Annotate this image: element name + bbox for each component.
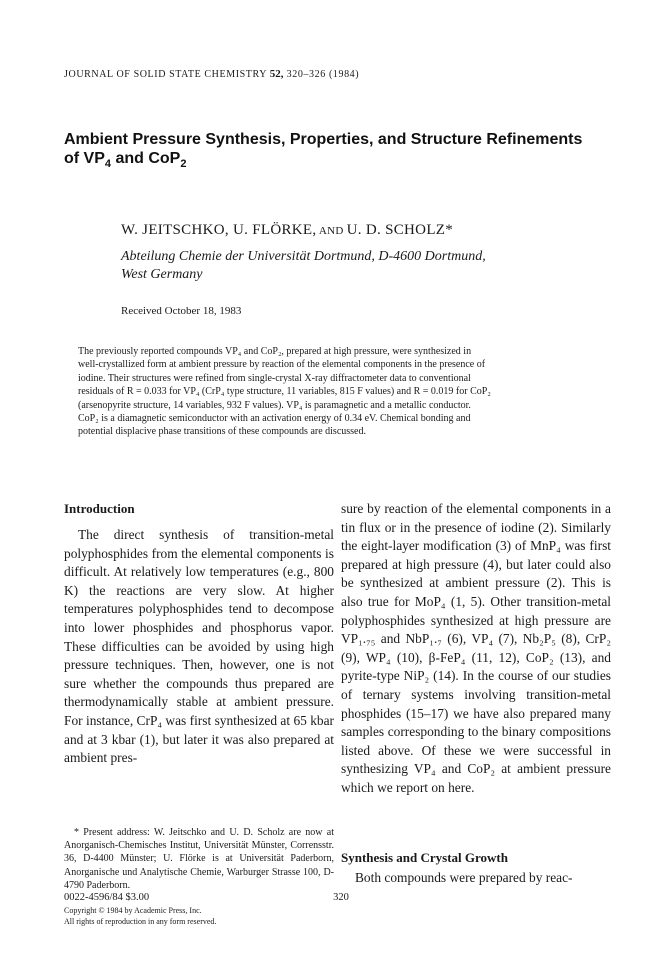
article-code: 0022-4596/84 $3.00 xyxy=(64,892,150,903)
introduction-heading: Introduction xyxy=(64,501,135,516)
page-number: 320 xyxy=(333,892,349,903)
journal-header xyxy=(64,68,624,80)
affiliation-line-2: West Germany xyxy=(121,267,203,282)
title-line-2: of $VP_4$ and CoP$_2$ xyxy=(64,150,187,171)
introduction-continuation: sure by reaction of the elemental components in a tin flux or in the presence of iodine (2). Similarly the eight-layer modification (3) of MnP₄ was first prepared at high pressure (4), but later could also be synthesized at ambient pressure (2). This is also true for MoP₄ (1, 5). Other transition-metal polyphosphides synthesized at high pressure are VP₁.₇₅ and NbP₁.₇ (6), VP₄ (7), Nb₂P₅ (8), CrP₂ (9), WP₄ (10), β-FeP₄ (11, 12), CoP₂ (13), and pyrite-type NiP₂ (14). In the course of our studies of ternary systems involving transition-metal phosphides (15–17) we have also prepared many samples corresponding to the binary compositions listed above. Of these we were successful in synthesizing VP₄ and CoP₂ at ambient pressure which we report on here. xyxy=(341,501,611,795)
abstract-line: potential displacive phase transitions of these compounds are discussed. xyxy=(78,426,366,438)
author-list xyxy=(121,222,621,239)
affiliation xyxy=(121,248,621,284)
footnote-text: * Present address: W. Jeitschko and U. D. Scholz are now at Anorganisch-Chemisches Institut, Universität Münster, Corrensstr. 36, D-4400 Münster; U. Flörke is at Universität Paderborn, Anorganische und Analytische Chemie, Warburger Strasse 100, D-4790 Paderborn. xyxy=(64,827,334,891)
synthesis-text-block xyxy=(341,869,611,888)
introduction-paragraph: The direct synthesis of transition-metal polyphosphides from the elemental components is difficult. At relatively low temperatures (e.g., 800 K) the reactions are very slow. At higher temperatures polyphosphides tend to decompose into lower phosphides and phosphorus vapor. These difficulties can be avoided by using high pressure techniques. Then, however, one is not sure whether the compounds thus prepared are thermodynamically stable at ambient pressure. For instance, CrP₄ was first synthesized at 65 kbar and at 3 kbar (1), but later it was also prepared at ambient pres- xyxy=(64,527,334,766)
synthesis-text: Both compounds were prepared by reac- xyxy=(355,870,573,885)
abstract-line: The previously reported compounds VP₄ and CoP₂, prepared at high pressure, were synthesized in xyxy=(78,346,472,357)
synthesis-heading: Synthesis and Crystal Growth xyxy=(341,850,508,865)
footnote xyxy=(64,826,334,892)
journal-pages-year: 320–326 (1984) xyxy=(286,69,360,80)
paper-title xyxy=(64,130,624,171)
abstract-line: iodine. Their structures were refined from single-crystal X-ray diffractometer data to conventional xyxy=(78,372,471,384)
journal-volume: 52, xyxy=(269,68,284,80)
abstract-line: (arsenopyrite structure, 14 variables, 932 F values). VP₄ is paramagnetic and a metallic conductor. xyxy=(78,399,471,411)
abstract-line: well-crystallized form at ambient pressure by reaction of the elemental components in the presence of xyxy=(78,359,486,371)
copyright-line-1: Copyright © 1984 by Academic Press, Inc. xyxy=(64,906,202,915)
authors-first: W. JEITSCHKO, U. FLÖRKE, xyxy=(121,222,317,238)
title-line-1: Ambient Pressure Synthesis, Properties, and Structure Refinements xyxy=(64,131,583,148)
journal-name: JOURNAL OF SOLID STATE CHEMISTRY xyxy=(64,69,267,80)
left-column xyxy=(64,500,334,768)
right-column xyxy=(341,500,611,798)
authors-and: AND xyxy=(316,225,347,237)
abstract-line: residuals of R = 0.033 for VP₄ (CrP₄ type structure, 11 variables, 815 F values) and R = 0.019 for CoP₂ xyxy=(78,386,491,398)
affiliation-line-1: Abteilung Chemie der Universität Dortmund, D-4600 Dortmund, xyxy=(121,249,486,264)
abstract xyxy=(78,345,594,439)
received-date: Received October 18, 1983 xyxy=(121,305,242,317)
authors-last: U. D. SCHOLZ* xyxy=(346,222,454,238)
abstract-line: CoP₂ is a diamagnetic semiconductor with an activation energy of 0.34 eV. Chemical bonding and xyxy=(78,413,471,425)
copyright-line-2: All rights of reproduction in any form reserved. xyxy=(64,916,217,926)
copyright-block xyxy=(64,906,324,927)
synthesis-heading-block xyxy=(341,849,611,867)
